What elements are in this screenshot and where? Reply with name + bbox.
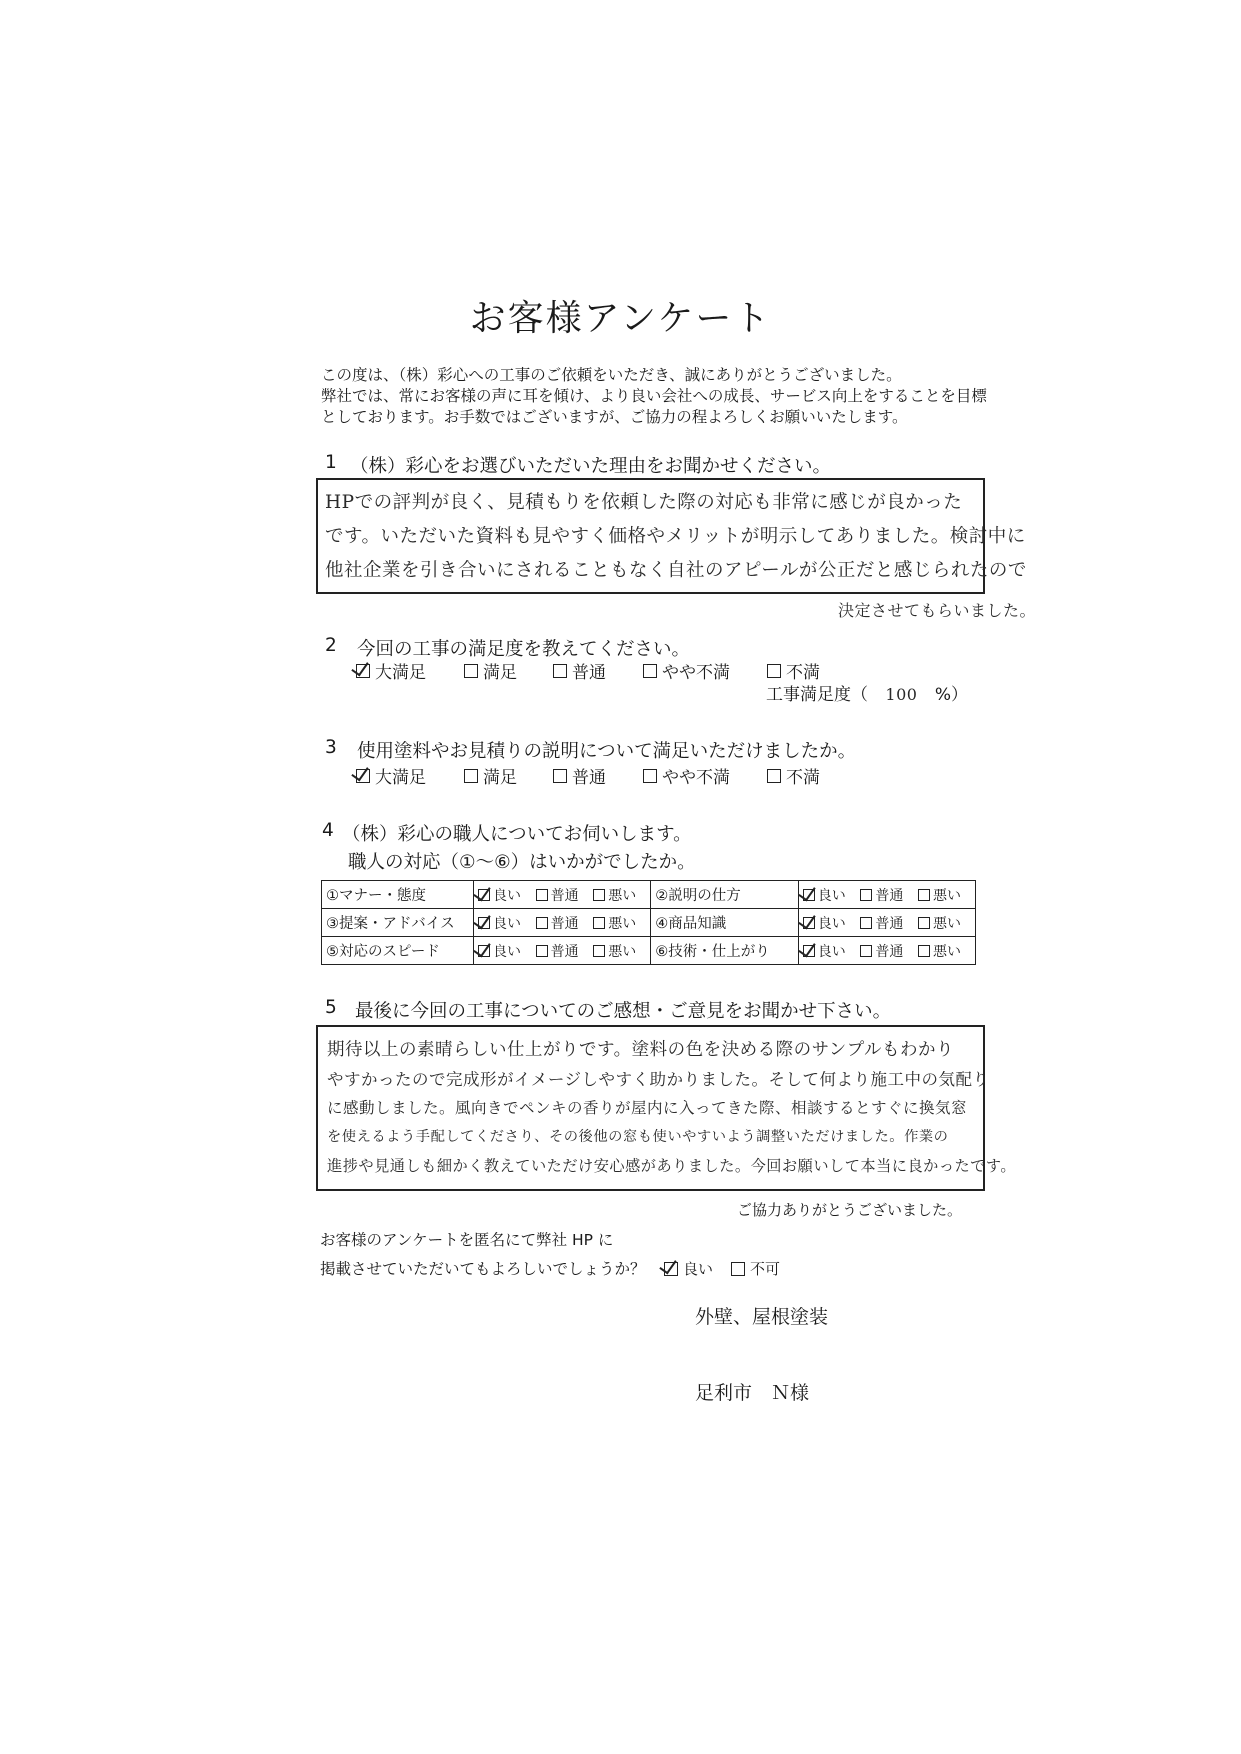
publish-question-line-2: 掲載させていただいてもよろしいでしょうか？ (320, 1260, 646, 1278)
q2-option-yaya-fuman[interactable]: やや不満 (643, 658, 730, 683)
checkbox-icon (553, 664, 567, 678)
checkbox-icon (464, 664, 478, 678)
q5-answer-line-5: 進捗や見通しも細かく教えていただけ安心感がありました。今回お願いして本当に良かったです。 (327, 1157, 1017, 1175)
q5-question: 最後に今回の工事についてのご感想・ご意見をお聞かせ下さい。 (355, 1001, 892, 1022)
q3-option-fuman[interactable]: 不満 (767, 763, 820, 788)
rating-item-label: ①マナー・態度 (322, 881, 474, 909)
table-row (322, 881, 976, 909)
checkbox-checked-icon (803, 917, 815, 929)
q1-answer-line-2: です。いただいた資料も見やすく価格やメリットが明示してありました。検討中に (325, 526, 1026, 547)
rating-option-bad[interactable]: 悪い (593, 913, 636, 933)
q3-option-manzoku[interactable]: 満足 (464, 763, 517, 788)
q3-option-dai-manzoku[interactable]: 大満足 (356, 763, 426, 788)
q2-option-dai-manzoku[interactable]: 大満足 (356, 658, 426, 683)
table-row (322, 937, 976, 965)
satisfaction-rate: 工事満足度（ 100 %） (766, 685, 969, 705)
q1-answer-line-3: 他社企業を引き合いにされることもなく自社のアピールが公正だと感じられたので (325, 560, 1027, 581)
rating-item-label: ⑥技術・仕上がり (651, 937, 799, 965)
rating-option-bad[interactable]: 悪い (593, 941, 636, 961)
checkbox-checked-icon (478, 945, 490, 957)
rating-option-good[interactable]: 良い (803, 941, 846, 961)
q4-subquestion: 職人の対応（①～⑥）はいかがでしたか。 (348, 852, 696, 873)
thanks-message: ご協力ありがとうございました。 (737, 1201, 963, 1219)
checkbox-icon (593, 945, 605, 957)
rating-option-bad[interactable]: 悪い (918, 913, 961, 933)
rating-option-average[interactable]: 普通 (860, 941, 903, 961)
page-title: お客様アンケート (469, 298, 772, 339)
rating-item-label: ③提案・アドバイス (322, 909, 474, 937)
checkbox-icon (593, 889, 605, 901)
customer-name: 足利市 Ｎ様 (695, 1382, 810, 1404)
rating-options (798, 881, 975, 909)
checkbox-icon (643, 664, 657, 678)
q3-question: 使用塗料やお見積りの説明について満足いただけましたか。 (357, 741, 857, 762)
rating-option-bad[interactable]: 悪い (918, 941, 961, 961)
satisfaction-rate-value: 100 (885, 685, 918, 704)
checkbox-checked-icon (803, 945, 815, 957)
rating-option-average[interactable]: 普通 (536, 885, 579, 905)
checkbox-checked-icon (478, 889, 490, 901)
q1-question: （株）彩心をお選びいただいた理由をお聞かせください。 (350, 456, 832, 477)
craftsman-rating-table (321, 880, 976, 965)
q2-option-manzoku[interactable]: 満足 (464, 658, 517, 683)
rating-option-good[interactable]: 良い (803, 913, 846, 933)
rating-item-label: ⑤対応のスピード (322, 937, 474, 965)
rating-option-good[interactable]: 良い (478, 885, 521, 905)
q1-number: 1 (325, 452, 337, 473)
checkbox-icon (918, 889, 930, 901)
checkbox-icon (860, 917, 872, 929)
work-type: 外壁、屋根塗装 (695, 1306, 829, 1328)
checkbox-icon (553, 769, 567, 783)
q5-answer-line-3: に感動しました。風向きでペンキの香りが屋内に入ってきた際、相談するとすぐに換気窓 (327, 1099, 968, 1117)
rating-option-good[interactable]: 良い (803, 885, 846, 905)
intro-line-2: 弊社では、常にお客様の声に耳を傾け、より良い会社への成長、サービス向上をすることを目標 (321, 387, 987, 405)
rating-option-bad[interactable]: 悪い (918, 885, 961, 905)
q5-number: 5 (325, 997, 337, 1018)
rating-option-average[interactable]: 普通 (860, 913, 903, 933)
q2-option-futsu[interactable]: 普通 (553, 658, 606, 683)
rating-item-label: ④商品知識 (651, 909, 799, 937)
rating-options (798, 937, 975, 965)
q4-number: 4 (322, 820, 334, 841)
checkbox-icon (464, 769, 478, 783)
rating-item-label: ②説明の仕方 (651, 881, 799, 909)
rating-option-good[interactable]: 良い (478, 913, 521, 933)
intro-line-1: この度は、（株）彩心への工事のご依頼をいただき、誠にありがとうございました。 (321, 366, 902, 384)
q3-option-yaya-fuman[interactable]: やや不満 (643, 763, 730, 788)
publish-option-ok[interactable]: 良い (664, 1258, 713, 1279)
table-row (322, 909, 976, 937)
q3-option-futsu[interactable]: 普通 (553, 763, 606, 788)
publish-option-ng[interactable]: 不可 (731, 1258, 780, 1279)
checkbox-icon (918, 945, 930, 957)
checkbox-icon (643, 769, 657, 783)
checkbox-icon (731, 1262, 745, 1276)
q2-option-fuman[interactable]: 不満 (767, 658, 820, 683)
intro-line-3: としております。お手数ではございますが、ご協力の程よろしくお願いいたします。 (321, 408, 908, 426)
q4-question: （株）彩心の職人についてお伺いします。 (342, 824, 692, 845)
q1-answer-tail: 決定させてもらいました。 (838, 601, 1037, 620)
q3-number: 3 (325, 737, 337, 758)
rating-options (798, 909, 975, 937)
checkbox-checked-icon (478, 917, 490, 929)
rating-option-average[interactable]: 普通 (536, 913, 579, 933)
publish-question-line-1: お客様のアンケートを匿名にて弊社 HP に (320, 1231, 614, 1249)
rating-options (474, 881, 651, 909)
checkbox-icon (593, 917, 605, 929)
q5-answer-line-4: を使えるよう手配してくださり、その後他の窓も使いやすいよう調整いただけました。作業の (327, 1129, 949, 1145)
rating-option-average[interactable]: 普通 (536, 941, 579, 961)
checkbox-checked-icon (356, 664, 370, 678)
checkbox-checked-icon (356, 769, 370, 783)
rating-option-good[interactable]: 良い (478, 941, 521, 961)
checkbox-icon (767, 769, 781, 783)
checkbox-icon (860, 945, 872, 957)
checkbox-checked-icon (803, 889, 815, 901)
checkbox-icon (536, 945, 548, 957)
rating-option-bad[interactable]: 悪い (593, 885, 636, 905)
checkbox-checked-icon (664, 1262, 678, 1276)
rating-option-average[interactable]: 普通 (860, 885, 903, 905)
checkbox-icon (767, 664, 781, 678)
q2-question: 今回の工事の満足度を教えてください。 (357, 639, 691, 660)
checkbox-icon (536, 917, 548, 929)
q2-number: 2 (325, 635, 337, 656)
q5-answer-line-1: 期待以上の素晴らしい仕上がりです。塗料の色を決める際のサンプルもわかり (327, 1040, 955, 1060)
checkbox-icon (536, 889, 548, 901)
rating-options (474, 937, 651, 965)
q1-answer-line-1: HPでの評判が良く、見積もりを依頼した際の対応も非常に感じが良かった (325, 492, 963, 513)
q5-answer-line-2: やすかったので完成形がイメージしやすく助かりました。そして何より施工中の気配り (327, 1070, 990, 1089)
checkbox-icon (860, 889, 872, 901)
rating-options (474, 909, 651, 937)
checkbox-icon (918, 917, 930, 929)
